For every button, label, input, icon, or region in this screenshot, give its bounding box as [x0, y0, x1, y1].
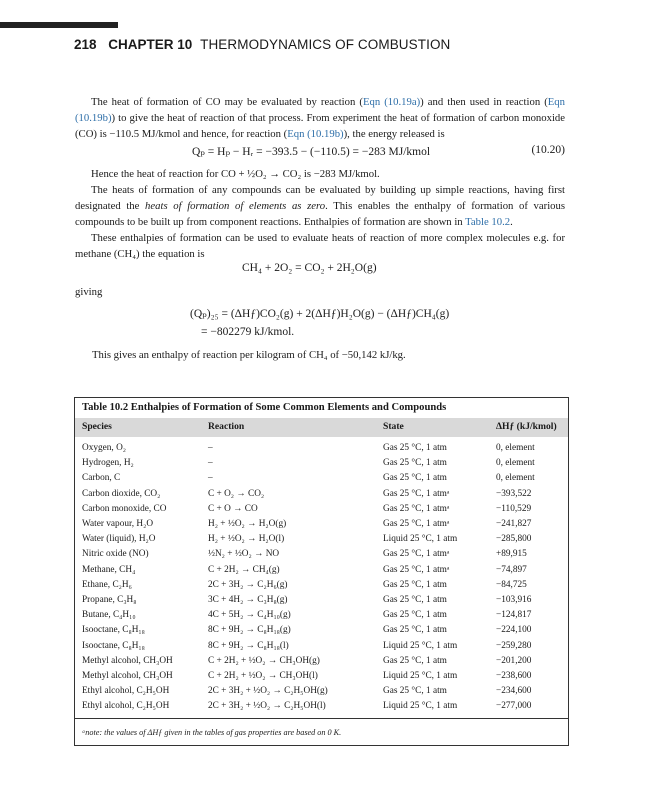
cell-reaction: –: [208, 443, 213, 453]
cell-reaction: C + 2H₂ + ½O₂ → CH₃OH(g): [208, 655, 320, 666]
cell-enthalpy: −238,600: [496, 671, 532, 681]
table-row: [75, 685, 568, 697]
page-number: 218: [74, 37, 97, 52]
emphasis-text: heats of formation of elements as zero: [145, 200, 326, 212]
chapter-label: CHAPTER 10: [108, 37, 193, 52]
cell-reaction: –: [208, 473, 213, 484]
cell-species: Ethane, C₂H₆: [82, 579, 132, 590]
cell-enthalpy: 0, element: [496, 458, 535, 469]
column-header-state: State: [383, 421, 404, 432]
column-header-enthalpy: ΔHƒ (kJ/kmol): [496, 421, 557, 432]
cell-enthalpy: −241,827: [496, 519, 532, 529]
column-header-reaction: Reaction: [208, 421, 245, 432]
cell-enthalpy: −285,800: [496, 534, 532, 545]
cell-state: Liquid 25 °C, 1 atm: [383, 701, 458, 712]
table-row: [75, 655, 568, 667]
text-span: ) to give the heat of reaction of that process. From experiment the heat of formation of carbon monoxide (CO) is −110.5 MJ/kmol and hence, for reaction (: [75, 112, 565, 140]
table-row: [75, 564, 568, 576]
cell-enthalpy: −393,522: [496, 488, 532, 499]
cell-enthalpy: −224,100: [496, 625, 532, 636]
eqn-link-10-19b[interactable]: Eqn (10.19b): [75, 96, 565, 124]
eqn-link-10-19a[interactable]: Eqn (10.19a): [362, 96, 421, 108]
cell-species: Ethyl alcohol, C₂H₅OH: [82, 686, 170, 697]
table-row: [75, 594, 568, 606]
giving-label: giving: [75, 286, 103, 298]
cell-species: Oxygen, O₂: [82, 443, 127, 453]
text-span: ), the energy released is: [343, 128, 445, 140]
text-span: .: [510, 216, 513, 228]
cell-enthalpy: −110,529: [496, 503, 532, 514]
table-10-2: [74, 397, 569, 746]
cell-state: Gas 25 °C, 1 atm: [383, 686, 447, 697]
table-row: [75, 518, 568, 530]
cell-enthalpy: 0, element: [496, 443, 535, 453]
cell-state: Gas 25 °C, 1 atm: [383, 473, 447, 484]
table-caption: Table 10.2 Enthalpies of Formation of Some Common Elements and Compounds: [82, 402, 447, 413]
cell-state: Gas 25 °C, 1 atm: [383, 458, 447, 469]
cell-state: Gas 25 °C, 1 atmᵃ: [383, 564, 450, 575]
cell-species: Propane, C₃H₈: [82, 595, 137, 605]
cell-state: Gas 25 °C, 1 atm: [383, 443, 447, 453]
cell-enthalpy: −124,817: [496, 610, 532, 621]
cell-reaction: 8C + 9H₂ → C₈H₁₈(g): [208, 625, 291, 636]
table-row: [75, 548, 568, 560]
table-10-2-link[interactable]: Table 10.2: [465, 216, 511, 228]
paragraph-complex-molecules: These enthalpies of formation can be used to evaluate heats of reaction of more complex molecules e.g. for methane (CH₄) the equation is: [75, 232, 565, 260]
cell-species: Methyl alcohol, CH₃OH: [82, 655, 173, 666]
equation-10-20: [75, 144, 565, 160]
table-row: [75, 670, 568, 682]
cell-species: Carbon monoxide, CO: [82, 503, 167, 514]
cell-reaction: C + O → CO: [208, 503, 258, 514]
cell-state: Gas 25 °C, 1 atmᵃ: [383, 503, 450, 514]
paragraph-building-reactions: [75, 182, 565, 230]
table-row: [75, 533, 568, 545]
table-row: [75, 472, 568, 484]
text-span: The heat of formation of CO may be evaluated by reaction (: [91, 96, 363, 108]
cell-state: Gas 25 °C, 1 atmᵃ: [383, 549, 450, 560]
paragraph-enthalpy-per-kg: This gives an enthalpy of reaction per kilogram of CH₄ of −50,142 kJ/kg.: [92, 349, 406, 361]
table-row: [75, 457, 568, 469]
equation-10-20-body: Qₚ = Hₚ − Hᵣ = −393.5 − (−110.5) = −283 MJ/kmol: [192, 146, 431, 158]
cell-species: Methane, CH₄: [82, 564, 136, 575]
cell-state: Gas 25 °C, 1 atmᵃ: [383, 519, 450, 529]
cell-reaction: H₂ + ½O₂ → H₂O(g): [208, 519, 287, 529]
cell-reaction: ½N₂ + ½O₂ → NO: [208, 549, 280, 560]
cell-reaction: 3C + 4H₂ → C₃H₈(g): [208, 595, 288, 605]
cell-state: Gas 25 °C, 1 atm: [383, 610, 447, 621]
cell-species: Ethyl alcohol, C₂H₅OH: [82, 701, 170, 712]
cell-enthalpy: −277,000: [496, 701, 532, 712]
cell-enthalpy: −74,897: [496, 564, 527, 575]
cell-enthalpy: −103,916: [496, 595, 532, 605]
equation-number: (10.20): [531, 144, 565, 156]
table-header-row: [75, 418, 568, 437]
cell-state: Gas 25 °C, 1 atmᵃ: [383, 488, 450, 499]
cell-state: Gas 25 °C, 1 atm: [383, 579, 447, 590]
column-header-species: Species: [82, 421, 112, 432]
paragraph-heat-of-reaction-co: Hence the heat of reaction for CO + ½O₂ → CO₂ is −283 MJ/kmol.: [91, 168, 380, 180]
text-span: . This enables the enthalpy of formation of various compounds to be built up from component reactions. Enthalpies of formation are shown in: [75, 200, 566, 228]
cell-reaction: 2C + 3H₂ + ½O₂ → C₂H₅OH(l): [208, 701, 326, 712]
cell-reaction: C + O₂ → CO₂: [208, 488, 265, 499]
cell-species: Nitric oxide (NO): [82, 549, 149, 560]
cell-state: Gas 25 °C, 1 atm: [383, 595, 447, 605]
table-row: [75, 488, 568, 500]
table-row: [75, 609, 568, 621]
cell-species: Carbon dioxide, CO₂: [82, 488, 161, 499]
cell-state: Liquid 25 °C, 1 atm: [383, 534, 458, 545]
table-row: [75, 624, 568, 636]
cell-reaction: C + 2H₂ → CH₄(g): [208, 564, 280, 575]
text-span: ) and then used in reaction (: [420, 96, 548, 108]
cell-enthalpy: +89,915: [496, 549, 527, 560]
cell-state: Liquid 25 °C, 1 atm: [383, 671, 458, 681]
chapter-title: THERMODYNAMICS OF COMBUSTION: [200, 37, 451, 52]
cell-species: Hydrogen, H₂: [82, 458, 134, 469]
cell-enthalpy: −234,600: [496, 686, 532, 697]
cell-enthalpy: −259,280: [496, 640, 532, 651]
equation-enthalpy-line2: = −802279 kJ/kmol.: [201, 326, 295, 338]
cell-species: Water vapour, H₂O: [82, 519, 154, 529]
cell-state: Gas 25 °C, 1 atm: [383, 655, 447, 666]
table-row: [75, 503, 568, 515]
cell-enthalpy: −84,725: [496, 579, 527, 590]
cell-species: Isooctane, C₈H₁₈: [82, 625, 145, 636]
cell-species: Carbon, C: [82, 473, 121, 484]
table-row: [75, 640, 568, 652]
chapter-marker-bar: [0, 22, 118, 28]
cell-reaction: 8C + 9H₂ → C₈H₁₈(l): [208, 640, 289, 651]
cell-reaction: 4C + 5H₂ → C₄H₁₀(g): [208, 610, 291, 621]
cell-reaction: C + 2H₂ + ½O₂ → CH₃OH(l): [208, 671, 318, 681]
table-bottom-rule: [75, 718, 568, 719]
cell-species: Water (liquid), H₂O: [82, 534, 156, 545]
table-row: [75, 442, 568, 454]
paragraph-heat-of-formation-co: [75, 94, 565, 142]
text-span: The heats of formation of any compounds can be evaluated by building up simple reactions, having first designated the: [75, 184, 565, 212]
cell-reaction: –: [208, 458, 213, 469]
cell-enthalpy: −201,200: [496, 655, 532, 666]
cell-state: Liquid 25 °C, 1 atm: [383, 640, 458, 651]
table-footnote: ᵃnote: the values of ΔHƒ given in the tables of gas properties are based on 0 K.: [82, 728, 342, 737]
cell-reaction: H₂ + ½O₂ → H₂O(l): [208, 534, 285, 545]
eqn-link-10-19b-second[interactable]: Eqn (10.19b): [287, 128, 344, 140]
cell-species: Butane, C₄H₁₀: [82, 610, 136, 621]
cell-enthalpy: 0, element: [496, 473, 535, 484]
equation-enthalpy-line1: (Qₚ)₂₅ = (ΔHƒ)CO₂(g) + 2(ΔHƒ)H₂O(g) − (ΔHƒ)CH₄(g): [190, 308, 450, 320]
table-row: [75, 579, 568, 591]
table-row: [75, 700, 568, 712]
cell-species: Methyl alcohol, CH₃OH: [82, 671, 173, 681]
cell-state: Gas 25 °C, 1 atm: [383, 625, 447, 636]
page-header: [74, 37, 450, 52]
cell-reaction: 2C + 3H₂ + ½O₂ → C₂H₅OH(g): [208, 686, 328, 697]
equation-methane-combustion: CH₄ + 2O₂ = CO₂ + 2H₂O(g): [242, 262, 377, 274]
cell-species: Isooctane, C₈H₁₈: [82, 640, 145, 651]
cell-reaction: 2C + 3H₂ → C₂H₆(g): [208, 579, 288, 590]
